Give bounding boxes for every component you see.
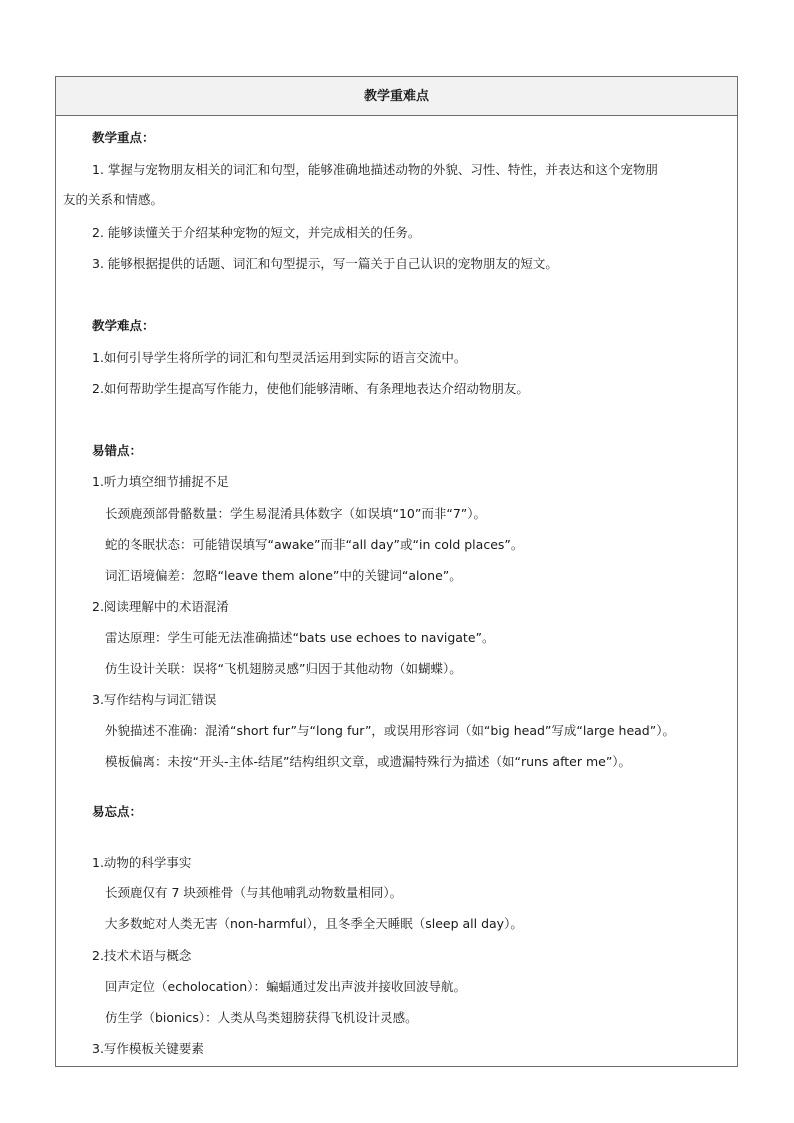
forgettable-item: 回声定位（echolocation）：蝙蝠通过发出声波并接收回波导航。 xyxy=(105,979,466,994)
error-item: 雷达原理：学生可能无法准确描述“bats use echoes to navigate”。 xyxy=(105,630,495,645)
key-point-1-cont: 友的关系和情感。 xyxy=(63,192,164,207)
key-points-heading: 教学重点： xyxy=(92,130,155,145)
error-item: 词汇语境偏差：忽略“leave them alone”中的关键词“alone”。 xyxy=(105,568,462,583)
difficult-points-heading: 教学难点： xyxy=(92,318,155,333)
error-item: 模板偏离：未按“开头-主体-结尾”结构组织文章，或遗漏特殊行为描述（如“runs after me”）。 xyxy=(105,754,632,769)
error-section-2: 2.阅读理解中的术语混淆 xyxy=(92,599,229,614)
error-item: 蛇的冬眠状态：可能错误填写“awake”而非“all day”或“in cold places”。 xyxy=(105,537,524,552)
table-header: 教学重难点 xyxy=(56,77,737,116)
forgettable-section-2: 2.技术术语与概念 xyxy=(92,948,192,963)
key-point-2: 2. 能够读懂关于介绍某种宠物的短文，并完成相关的任务。 xyxy=(92,225,421,240)
difficult-point-2: 2.如何帮助学生提高写作能力，使他们能够清晰、有条理地表达介绍动物朋友。 xyxy=(92,381,529,396)
forgettable-item: 长颈鹿仅有 7 块颈椎骨（与其他哺乳动物数量相同）。 xyxy=(105,885,403,900)
forgettable-section-1: 1.动物的科学事实 xyxy=(92,855,192,870)
error-section-3: 3.写作结构与词汇错误 xyxy=(92,692,217,707)
forgettable-item: 大多数蛇对人类无害（non-harmful），且冬季全天睡眠（sleep all day）。 xyxy=(105,916,523,931)
forgettable-section-3: 3.写作模板关键要素 xyxy=(92,1041,204,1056)
key-point-1: 1. 掌握与宠物朋友相关的词汇和句型，能够准确地描述动物的外貌、习性、特性，并表达和这个宠物朋 xyxy=(92,162,658,177)
forgettable-item: 仿生学（bionics）：人类从鸟类翅膀获得飞机设计灵感。 xyxy=(105,1010,418,1025)
key-point-3: 3. 能够根据提供的话题、词汇和句型提示，写一篇关于自己认识的宠物朋友的短文。 xyxy=(92,256,558,271)
difficult-point-1: 1.如何引导学生将所学的词汇和句型灵活运用到实际的语言交流中。 xyxy=(92,350,467,365)
forgettable-points-heading: 易忘点： xyxy=(92,804,143,819)
error-item: 仿生设计关联：误将“飞机翅膀灵感”归因于其他动物（如蝴蝶）。 xyxy=(105,661,462,676)
error-section-1: 1.听力填空细节捕捉不足 xyxy=(92,474,229,489)
error-item: 外貌描述不准确：混淆“short fur”与“long fur”，或误用形容词（如“big head”写成“large head”）。 xyxy=(105,723,675,738)
table-bottom-border xyxy=(55,1066,738,1067)
error-item: 长颈鹿颈部骨骼数量：学生易混淆具体数字（如误填“10”而非“7”）。 xyxy=(105,506,487,521)
error-points-heading: 易错点： xyxy=(92,443,143,458)
